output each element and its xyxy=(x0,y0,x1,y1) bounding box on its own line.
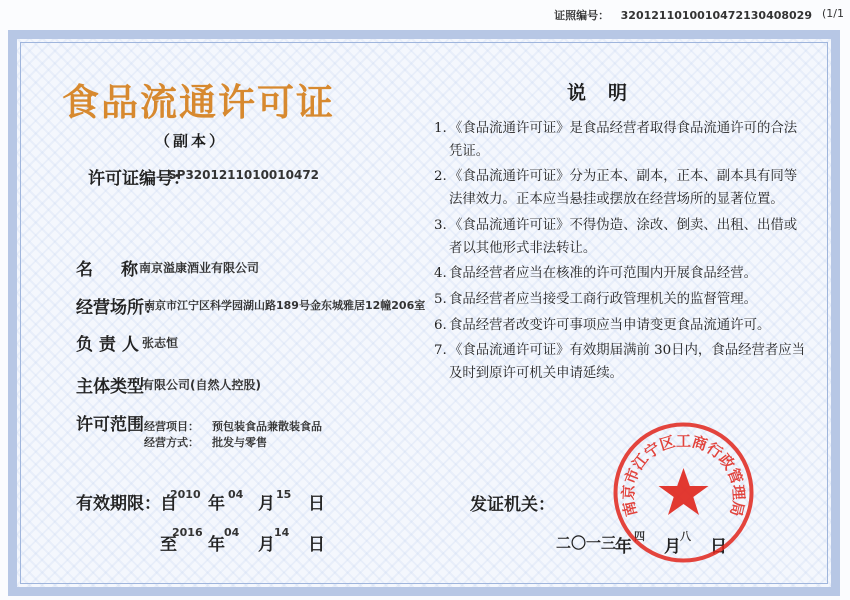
address-value: 南京市江宁区科学园湖山路189号金东城雅居12幢206室 xyxy=(144,299,426,312)
explanation-item: 2. 《食品流通许可证》分为正本、副本，正本、副本具有同等法律效力。正本应当悬挂或摆放在经营场所的显著位置。 xyxy=(434,169,798,208)
explanation-title: 说明 xyxy=(567,82,650,104)
name-value: 南京溢康酒业有限公司 xyxy=(139,261,260,275)
validity-from-char: 自 xyxy=(160,494,177,514)
issue-month: 四 xyxy=(634,530,645,543)
validity-from-month-char: 月 xyxy=(258,494,275,514)
scope-mode-value: 批发与零售 xyxy=(212,436,267,449)
page-indicator: (1/1 xyxy=(822,7,844,20)
validity-to-day: 14 xyxy=(274,526,290,539)
validity-from-month: 04 xyxy=(228,488,244,501)
validity-to-day-char: 日 xyxy=(308,535,325,555)
svg-text:南京市江宁区工商行政管理局: 南京市江宁区工商行政管理局 xyxy=(619,431,748,519)
issuer-label: 发证机关： xyxy=(470,495,555,515)
validity-to-month: 04 xyxy=(224,526,240,539)
name-label-second: 称 xyxy=(121,260,138,280)
issue-day-char: 日 xyxy=(710,537,727,557)
scope-label: 许可范围 xyxy=(76,415,144,435)
validity-label: 有效期限： xyxy=(76,494,161,514)
scope-item-value: 预包装食品兼散装食品 xyxy=(212,420,322,433)
issue-year-char: 年 xyxy=(615,537,632,557)
validity-to-month-char: 月 xyxy=(258,535,275,555)
explanation-item: 4. 食品经营者应当在核准的许可范围内开展食品经营。 xyxy=(434,266,757,282)
address-label: 经营场所： xyxy=(76,298,161,318)
validity-from-year: 2010 xyxy=(170,488,201,501)
license-number-label: 许可证编号： xyxy=(88,169,190,189)
name-label-first: 名 xyxy=(76,260,93,280)
license-number-value: SP3201211010010472 xyxy=(168,168,320,182)
official-seal-icon xyxy=(611,420,756,565)
validity-to-year-char: 年 xyxy=(208,535,225,555)
document-subtitle: （副本） xyxy=(155,132,228,150)
scope-item-label: 经营项目： xyxy=(144,420,199,433)
issue-year: 二〇一三 xyxy=(556,534,617,552)
explanation-item: 3. 《食品流通许可证》不得伪造、涂改、倒卖、出租、出借或者以其他形式非法转让。 xyxy=(434,217,798,256)
person-label: 负 责 人 xyxy=(76,335,139,355)
explanation-item: 5. 食品经营者应当接受工商行政管理机关的监督管理。 xyxy=(434,291,757,307)
explanation-item: 1. 《食品流通许可证》是食品经营者取得食品流通许可的合法凭证。 xyxy=(434,121,798,159)
document-title: 食品流通许可证 xyxy=(62,80,335,124)
person-value: 张志恒 xyxy=(142,336,179,350)
validity-to-year: 2016 xyxy=(172,526,203,539)
explanation-item: 7. 《食品流通许可证》有效期届满前 30日内，食品经营者应当及时到原许可机关申请延续。 xyxy=(434,343,806,382)
validity-from-day-char: 日 xyxy=(308,494,325,514)
validity-from-year-char: 年 xyxy=(208,494,225,514)
validity-from-day: 15 xyxy=(276,488,292,501)
explanation-item: 6. 食品经营者改变许可事项应当申请变更食品流通许可。 xyxy=(434,317,771,333)
validity-to-char: 至 xyxy=(160,535,177,555)
entity-type-label: 主体类型 xyxy=(76,377,144,397)
certificate-number: 证照编号： 3201211010010472130408029 xyxy=(554,9,812,22)
issue-month-char: 月 xyxy=(664,537,681,557)
entity-type-value: 有限公司(自然人控股) xyxy=(142,378,261,392)
scope-mode-label: 经营方式： xyxy=(144,436,199,449)
issue-day: 八 xyxy=(680,530,691,543)
explanation-list xyxy=(434,118,806,386)
